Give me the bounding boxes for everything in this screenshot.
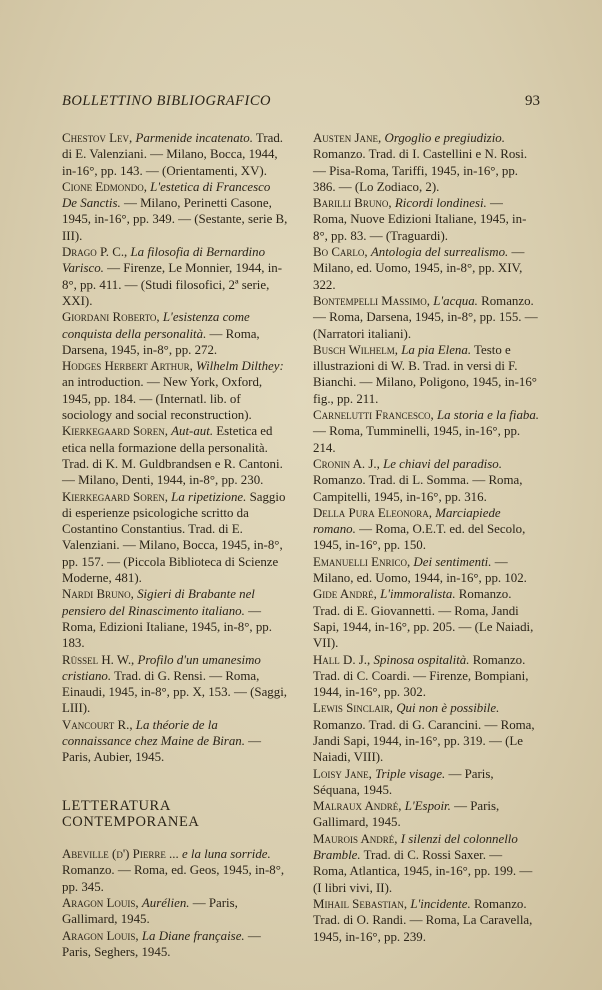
entry-title: L'incidente. bbox=[410, 896, 471, 911]
entry-details: Romanzo. Trad. di C. Coardi. — Firenze, Bompiani, 1944, in-16°, pp. 302. bbox=[313, 652, 529, 700]
entry-title: Parmenide incatenato. bbox=[135, 131, 253, 145]
entry-title: Ricordi londinesi. bbox=[394, 196, 487, 211]
bibliography-entry bbox=[62, 179, 288, 244]
entry-details: — Roma, Tumminelli, 1945, in-16°, pp. 214. bbox=[313, 424, 521, 455]
entry-author: Malraux André, bbox=[313, 799, 402, 814]
entry-author: Della Pura Eleonora, bbox=[313, 505, 433, 520]
running-head: BOLLETTINO BIBLIOGRAFICO bbox=[62, 93, 271, 109]
bibliography-entry bbox=[313, 652, 539, 701]
entry-title: Qui non è possibile. bbox=[396, 701, 500, 716]
bibliography-entry bbox=[313, 456, 539, 505]
entry-author: Abeville (d') Pierre ... bbox=[62, 847, 179, 862]
entry-details: — Roma, Darsena, 1945, in-8°, pp. 272. bbox=[62, 326, 260, 357]
bibliography-entry bbox=[62, 489, 288, 587]
entry-author: Loisy Jane, bbox=[313, 766, 372, 781]
entry-details: Romanzo. Trad. di O. Randi. — Roma, La Caravella, 1945, in-16°, pp. 239. bbox=[313, 896, 533, 944]
bibliography-entry bbox=[313, 195, 539, 244]
entry-details: Trad. di C. Rossi Saxer. — Roma, Atlantica, 1945, in-16°, pp. 199. — (I libri vivi, II). bbox=[313, 848, 533, 895]
bibliography-entry bbox=[313, 700, 539, 765]
bibliography-entry bbox=[313, 766, 539, 799]
entry-details: — Roma, Edizioni Italiane, 1945, in-8°, pp. 183. bbox=[62, 603, 272, 651]
entry-details: Romanzo. Trad. di E. Giovannetti. — Roma, Jandi Sapi, 1944, in-16°, pp. 205. — (Le Naiadi, VII). bbox=[313, 587, 534, 651]
entry-author: Nardi Bruno, bbox=[62, 587, 134, 602]
entry-author: Giordani Roberto, bbox=[62, 310, 160, 325]
entry-author: Rüssel H. W., bbox=[62, 652, 135, 667]
bibliography-entry bbox=[62, 846, 288, 895]
bibliography-entry bbox=[313, 342, 539, 407]
entry-title: e la luna sorride. bbox=[181, 847, 271, 862]
bibliography-entry bbox=[313, 130, 539, 195]
entry-details: — Paris, Gallimard, 1945. bbox=[313, 799, 500, 830]
entry-details: — Milano, ed. Uomo, 1945, in-8°, pp. XIV, 322. bbox=[313, 245, 525, 292]
entry-title: La ripetizione. bbox=[171, 489, 247, 504]
entry-title: Aut-aut. bbox=[171, 424, 214, 439]
page-header bbox=[62, 93, 540, 113]
entry-details: — Paris, Séquana, 1945. bbox=[313, 766, 494, 797]
entry-title: L'estetica di Francesco De Sanctis. bbox=[62, 179, 271, 211]
entry-title: La théorie de la connaissance chez Maine de Biran. bbox=[62, 717, 245, 748]
entry-author: Kierkegaard Soren, bbox=[62, 424, 168, 439]
entry-title: Aurélien. bbox=[141, 896, 190, 911]
entry-author: Mihail Sebastian, bbox=[313, 896, 408, 911]
bibliography-entry bbox=[62, 358, 288, 423]
entry-details: — Firenze, Le Monnier, 1944, in-8°, pp. 411. — (Studi filosofici, 2ª serie, XXI). bbox=[62, 261, 283, 308]
entry-author: Aragon Louis, bbox=[62, 896, 139, 911]
entry-author: Vancourt R., bbox=[62, 717, 133, 732]
section-entries bbox=[62, 846, 288, 960]
bibliography-entry bbox=[62, 309, 288, 358]
entry-author: Cione Edmondo, bbox=[62, 179, 147, 194]
bibliography-entry bbox=[313, 831, 539, 896]
page-number: 93 bbox=[525, 93, 540, 109]
bibliography-entry bbox=[62, 586, 288, 651]
bibliography-entry bbox=[313, 554, 539, 587]
entry-details: Romanzo. — Roma, Darsena, 1945, in-8°, pp. 155. — (Narratori italiani). bbox=[313, 293, 538, 341]
entry-author: Kierkegaard Soren, bbox=[62, 489, 168, 504]
entry-details: — Milano, ed. Uomo, 1944, in-16°, pp. 102. bbox=[313, 554, 527, 586]
entry-author: Chestov Lev, bbox=[62, 131, 133, 145]
bibliography-entry bbox=[62, 928, 288, 961]
entry-title: L'immoralista. bbox=[380, 587, 456, 602]
bibliography-entry bbox=[313, 798, 539, 831]
bibliography-entry bbox=[62, 652, 288, 717]
entry-title: La storia e la fiaba. bbox=[436, 408, 540, 423]
bibliography-entry bbox=[313, 407, 539, 456]
bibliography-entry bbox=[62, 130, 288, 179]
entry-details: an introduction. — New York, Oxford, 1945, pp. 184. — (Internatl. lib. of sociology and social reconstruction). bbox=[62, 375, 263, 423]
entry-details: Romanzo. Trad. di L. Somma. — Roma, Campitelli, 1945, in-16°, pp. 316. bbox=[313, 473, 523, 504]
entry-details: — Paris, Aubier, 1945. bbox=[62, 733, 262, 765]
entry-title: La pia Elena. bbox=[401, 342, 472, 357]
bibliography-entry bbox=[313, 586, 539, 651]
right-column bbox=[313, 130, 539, 945]
bibliography-entry bbox=[62, 423, 288, 488]
entry-author: Bo Carlo, bbox=[313, 245, 368, 260]
entry-author: Maurois André, bbox=[313, 831, 398, 846]
entry-author: Aragon Louis, bbox=[62, 928, 139, 943]
entry-title: L'acqua. bbox=[433, 293, 478, 308]
entry-title: Triple visage. bbox=[375, 766, 446, 781]
bibliography-entry bbox=[313, 293, 539, 342]
entry-author: Hodges Herbert Arthur, bbox=[62, 359, 193, 374]
right-entries bbox=[313, 130, 539, 945]
left-column bbox=[62, 130, 288, 960]
entry-details: Romanzo. Trad. di I. Castellini e N. Rosi. — Pisa-Roma, Tariffi, 1945, in-16°, pp. 386. — (Lo Zodiaco, 2). bbox=[313, 147, 528, 194]
entry-details: — Paris, Seghers, 1945. bbox=[62, 928, 261, 959]
entry-author: Barilli Bruno, bbox=[313, 196, 392, 211]
entry-title: La Diane française. bbox=[141, 928, 245, 943]
entry-author: Cronin A. J., bbox=[313, 456, 380, 471]
entry-details: — Milano, Perinetti Casone, 1945, in-16°, pp. 349. — (Sestante, serie B, III). bbox=[62, 196, 288, 243]
entry-title: L'esistenza come conquista della personalità. bbox=[62, 310, 250, 341]
entry-author: Bontempelli Massimo, bbox=[313, 293, 431, 308]
bibliography-entry bbox=[62, 244, 288, 309]
entry-title: L'Espoir. bbox=[404, 799, 451, 814]
entry-title: Profilo d'un umanesimo cristiano. bbox=[62, 652, 261, 683]
entry-author: Lewis Sinclair, bbox=[313, 701, 393, 716]
left-entries bbox=[62, 130, 288, 766]
bibliography-entry bbox=[313, 896, 539, 945]
entry-title: Spinosa ospitalità. bbox=[373, 652, 470, 667]
entry-author: Carnelutti Francesco, bbox=[313, 408, 434, 423]
bibliography-entry bbox=[62, 895, 288, 928]
entry-details: — Paris, Gallimard, 1945. bbox=[62, 896, 238, 927]
entry-title: Le chiavi del paradiso. bbox=[383, 456, 502, 471]
entry-details: Romanzo. Trad. di G. Carancini. — Roma, Jandi Sapi, 1944, in-16°, pp. 319. — (Le Naiadi, VIII). bbox=[313, 717, 535, 765]
entry-title: Sigieri di Brabante nel pensiero del Rinascimento italiano. bbox=[62, 587, 255, 618]
entry-title: Orgoglio e pregiudizio. bbox=[384, 131, 505, 145]
entry-author: Emanuelli Enrico, bbox=[313, 554, 411, 569]
bibliography-entry bbox=[313, 505, 539, 554]
entry-details: Testo e illustrazioni di W. B. Trad. in versi di F. Bianchi. — Milano, Poligono, 1945, in-16° fig., pp. 211. bbox=[313, 342, 537, 406]
entry-title: Antologia del surrealismo. bbox=[370, 245, 509, 260]
entry-author: Gide André, bbox=[313, 587, 377, 602]
entry-author: Busch Wilhelm, bbox=[313, 342, 398, 357]
entry-details: Romanzo. — Roma, ed. Geos, 1945, in-8°, pp. 345. bbox=[62, 863, 285, 894]
entry-title: Wilhelm Dilthey: bbox=[196, 359, 284, 374]
entry-details: — Roma, O.E.T. ed. del Secolo, 1945, in-16°, pp. 150. bbox=[313, 522, 526, 553]
entry-author: Austen Jane, bbox=[313, 131, 382, 145]
bibliography-entry bbox=[313, 244, 539, 293]
bibliography-entry bbox=[62, 717, 288, 766]
entry-author: Hall D. J., bbox=[313, 652, 371, 667]
entry-details: Trad. di E. Valenziani. — Milano, Bocca, 1944, in-16°, pp. 143. — (Orientamenti, XV). bbox=[62, 131, 284, 178]
entry-title: I silenzi del colonnello Bramble. bbox=[313, 831, 518, 863]
entry-title: Dei sentimenti. bbox=[413, 554, 492, 569]
section-heading: LETTERATURA CONTEMPORANEA bbox=[62, 797, 200, 830]
entry-details: Saggio di esperienze psicologiche scritto da Costantino Constantius. Trad. di E. Valenziani. — Milano, Bocca, 1945, in-8°, pp. 157. — (Piccola Biblioteca di Scienze Moderne, 481). bbox=[62, 489, 286, 586]
entry-title: Marciapiede romano. bbox=[313, 505, 501, 537]
entry-title: La filosofia di Bernardino Varisco. bbox=[62, 245, 266, 276]
entry-details: Trad. di G. Rensi. — Roma, Einaudi, 1945, in-8°, pp. X, 153. — (Saggi, LIII). bbox=[62, 668, 287, 716]
entry-details: Estetica ed etica nella formazione della personalità. Trad. di K. M. Guldbrandsen e R. Cantoni. — Milano, Denti, 1944, in-8°, pp. 230. bbox=[62, 424, 283, 488]
entry-author: Drago P. C., bbox=[62, 245, 128, 260]
entry-details: — Roma, Nuove Edizioni Italiane, 1945, in-8°, pp. 83. — (Traguardi). bbox=[313, 196, 527, 243]
